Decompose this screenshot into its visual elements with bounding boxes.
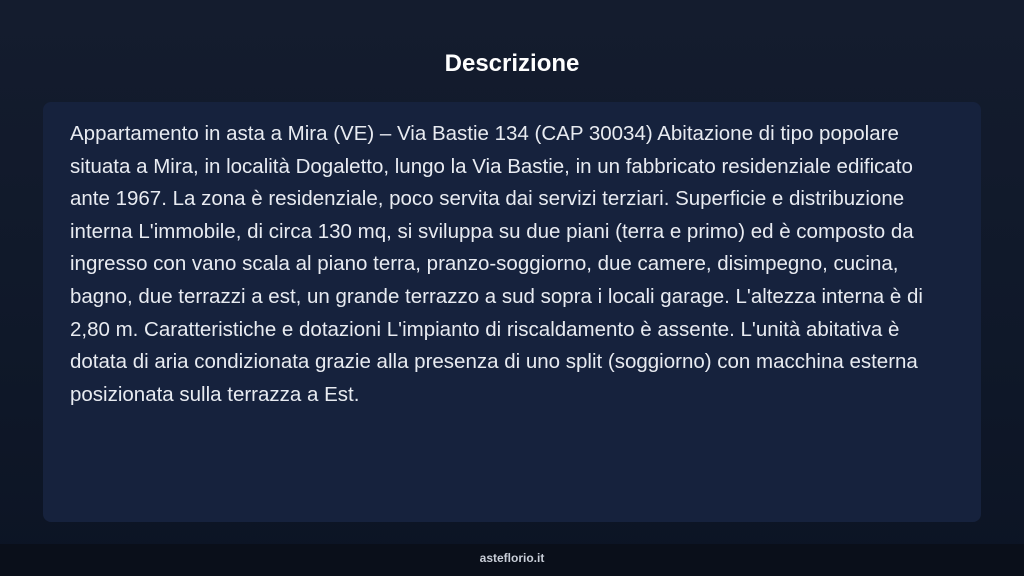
footer-bar	[0, 544, 1024, 576]
footer-site-label: asteflorio.it	[479, 551, 545, 565]
description-text: Appartamento in asta a Mira (VE) – Via Bastie 134 (CAP 30034) Abitazione di tipo popolare situata a Mira, in località Dogaletto, lungo la Via Bastie, in un fabbricato residenziale edificato ante 1967. La zona è residenziale, poco servita dai servizi terziari. Superficie e distribuzione interna L'immobile, di circa 130 mq, si sviluppa su due piani (terra e primo) ed è composto da ingresso con vano scala al piano terra, pranzo-soggiorno, due camere, disimpegno, cucina, bagno, due terrazzi a est, un grande terrazzo a sud sopra i locali garage. L'altezza interna è di 2,80 m. Caratteristiche e dotazioni L'impianto di riscaldamento è assente. L'unità abitativa è dotata di aria condizionata grazie alla presenza di uno split (soggiorno) con macchina esterna posizionata sulla terrazza a Est.	[70, 122, 923, 406]
description-card	[43, 102, 981, 522]
page-title: Descrizione	[444, 50, 580, 77]
